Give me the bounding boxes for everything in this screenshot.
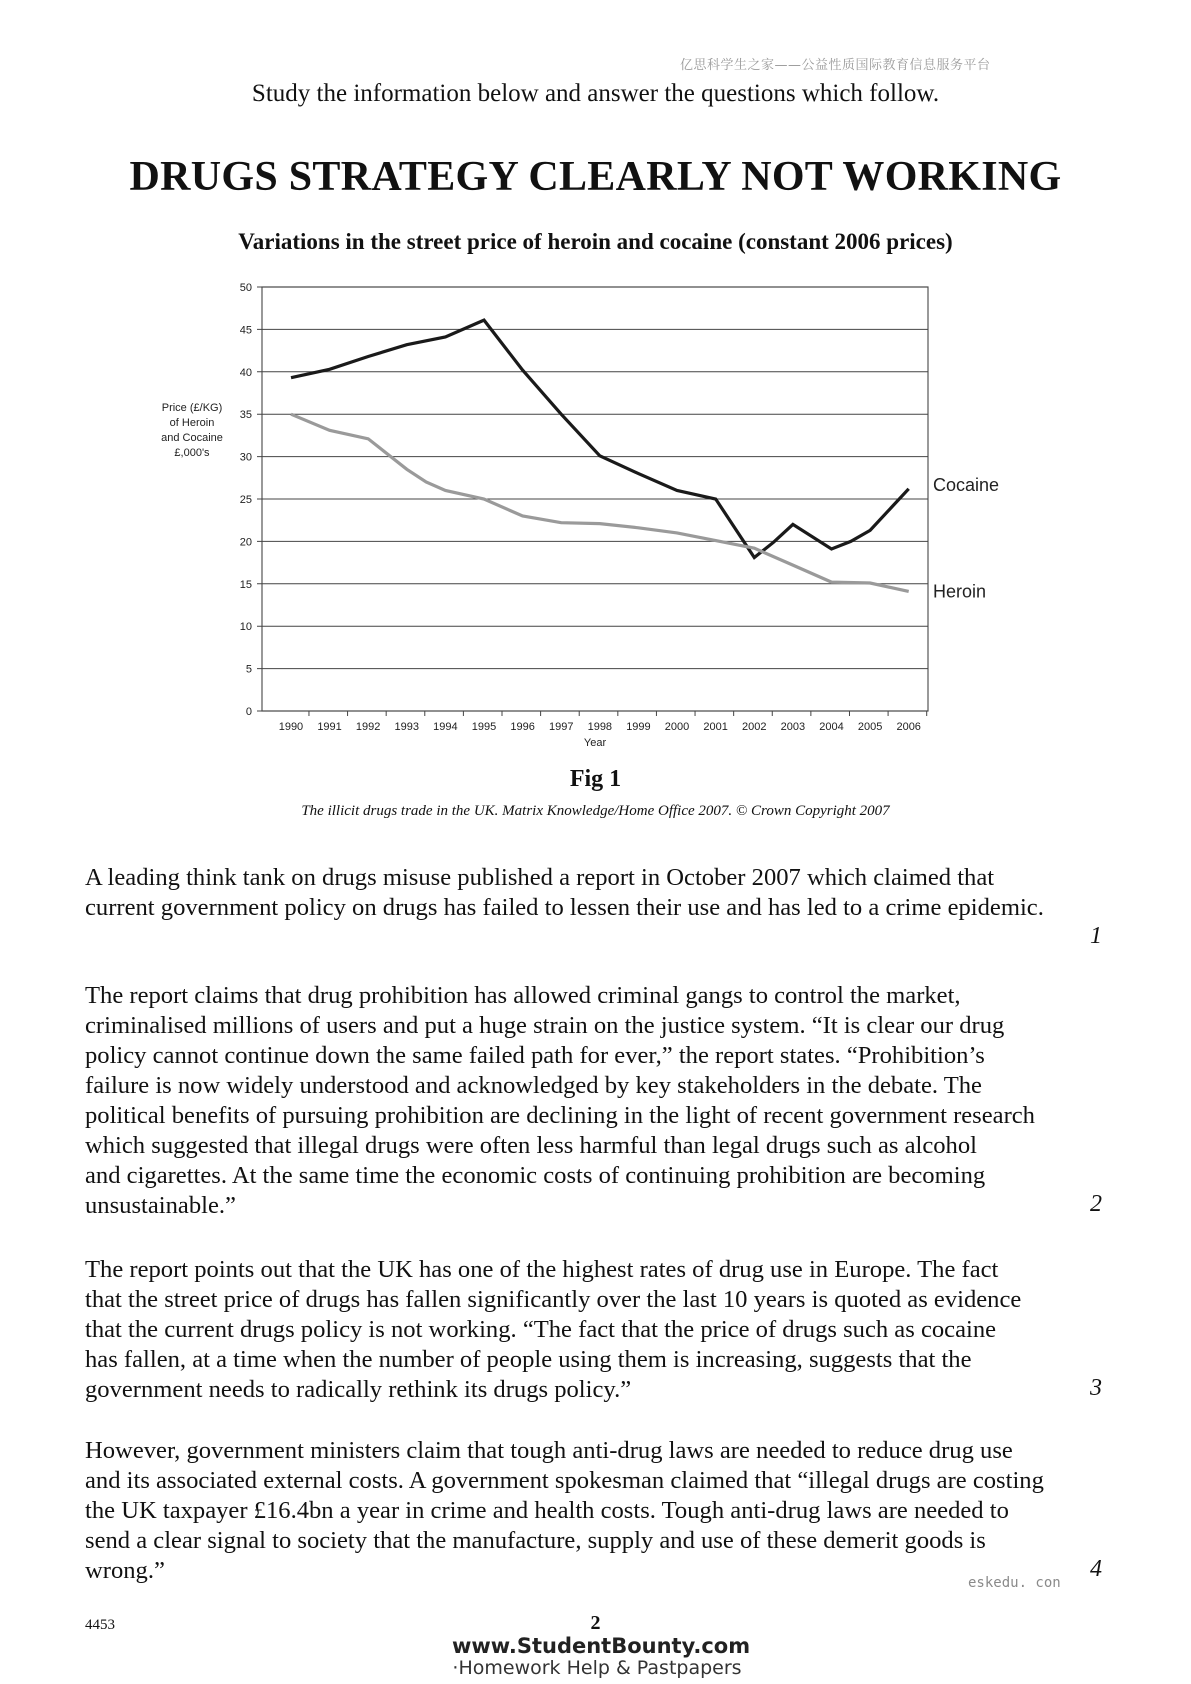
- paragraph-line: government needs to radically rethink its drugs policy.”: [85, 1376, 632, 1403]
- paragraph-number: 2: [1090, 1191, 1102, 1217]
- x-tick-label: 1990: [278, 721, 304, 733]
- paragraph-line: policy cannot continue down the same failed path for ever,” the report states. “Prohibition’s: [85, 1042, 985, 1069]
- paragraph-2: [85, 981, 1105, 1221]
- watermark-text: 亿思科学生之家——公益性质国际教育信息服务平台: [680, 58, 991, 73]
- x-tick-label: 1995: [471, 721, 497, 733]
- paragraph-line: current government policy on drugs has failed to lessen their use and has led to a crime epidemic.: [85, 894, 1044, 921]
- paragraph-line: and cigarettes. At the same time the economic costs of continuing prohibition are becoming: [85, 1162, 986, 1189]
- y-tick-label: 20: [239, 536, 252, 549]
- series-line-cocaine: [291, 320, 909, 557]
- figure-label: Fig 1: [569, 766, 622, 792]
- document-code: 4453: [85, 1617, 115, 1633]
- paragraph-line: and its associated external costs. A government spokesman claimed that “illegal drugs are costing: [85, 1467, 1044, 1494]
- y-tick-label: 15: [239, 578, 252, 591]
- paragraph-number: 1: [1090, 923, 1102, 949]
- intro-instruction: Study the information below and answer the questions which follow.: [251, 80, 940, 107]
- x-axis-label: Year: [583, 737, 607, 749]
- x-tick-label: 2003: [780, 721, 806, 733]
- paragraph-line: However, government ministers claim that tough anti-drug laws are needed to reduce drug use: [85, 1437, 1013, 1464]
- series-label-heroin: Heroin: [933, 581, 987, 602]
- paragraph-line: failure is now widely understood and acknowledged by key stakeholders in the debate. The: [85, 1072, 982, 1099]
- y-tick-label: 5: [245, 663, 252, 676]
- paragraph-number: 4: [1090, 1556, 1102, 1582]
- paragraph-line: that the current drugs policy is not working. “The fact that the price of drugs such as cocaine: [85, 1316, 997, 1343]
- y-tick-label: 0: [245, 706, 252, 718]
- x-tick-label: 1996: [510, 721, 535, 733]
- paragraph-line: wrong.”: [85, 1557, 165, 1584]
- y-tick-label: 25: [239, 494, 252, 506]
- series-label-cocaine: Cocaine: [933, 474, 1000, 495]
- x-tick-label: 1993: [394, 721, 420, 733]
- paragraph-line: political benefits of pursuing prohibition are declining in the light of recent government research: [85, 1102, 1035, 1129]
- paragraph-line: A leading think tank on drugs misuse published a report in October 2007 which claimed that: [85, 864, 995, 891]
- studentbounty-logo: [452, 1634, 751, 1679]
- paragraph-3: [85, 1255, 1105, 1405]
- paragraph-1: [85, 863, 1105, 923]
- x-tick-label: 1999: [626, 721, 651, 733]
- eskedu-watermark: eskedu. con: [968, 1575, 1061, 1591]
- y-tick-label: 50: [239, 282, 252, 294]
- y-axis-label: Price (£/KG): [161, 402, 223, 414]
- y-tick-label: 45: [239, 324, 252, 337]
- page-number: 2: [590, 1612, 601, 1634]
- x-tick-label: 1991: [317, 721, 342, 733]
- x-tick-label: 1994: [433, 721, 458, 733]
- paragraph-number: 3: [1090, 1375, 1102, 1401]
- site-url: www.StudentBounty.com: [452, 1634, 751, 1658]
- paragraph-line: the UK taxpayer £16.4bn a year in crime and health costs. Tough anti-drug laws are needed to: [85, 1497, 1009, 1524]
- y-axis-label: of Heroin: [169, 417, 215, 429]
- paragraph-line: criminalised millions of users and put a huge strain on the justice system. “It is clear our drug: [85, 1012, 1005, 1039]
- y-axis-label: £,000's: [174, 447, 210, 459]
- y-tick-label: 10: [239, 621, 252, 634]
- site-tagline: ·Homework Help & Pastpapers: [452, 1657, 742, 1679]
- chart-title: Variations in the street price of heroin and cocaine (constant 2006 prices): [238, 229, 953, 254]
- paragraph-line: The report points out that the UK has one of the highest rates of drug use in Europe. The fact: [85, 1256, 999, 1283]
- paragraph-line: send a clear signal to society that the manufacture, supply and use of these demerit goods is: [85, 1527, 986, 1554]
- price-line-chart: [150, 270, 1030, 760]
- figure-source: The illicit drugs trade in the UK. Matrix Knowledge/Home Office 2007. © Crown Copyright 2007: [301, 803, 890, 819]
- x-tick-label: 1998: [587, 721, 613, 733]
- x-tick-label: 1997: [548, 721, 574, 733]
- page-headline: DRUGS STRATEGY CLEARLY NOT WORKING: [129, 154, 1062, 200]
- paragraph-4: [85, 1436, 1105, 1586]
- paragraph-line: that the street price of drugs has fallen significantly over the last 10 years is quoted as evidence: [85, 1286, 1022, 1313]
- x-tick-label: 2006: [896, 721, 921, 733]
- paragraph-line: unsustainable.”: [85, 1192, 236, 1219]
- paragraph-line: which suggested that illegal drugs were often less harmful than legal drugs such as alcohol: [85, 1132, 977, 1159]
- y-tick-label: 40: [239, 366, 252, 379]
- y-tick-label: 30: [239, 451, 252, 464]
- x-tick-label: 2002: [742, 721, 767, 733]
- x-tick-label: 2000: [664, 721, 690, 733]
- x-tick-label: 2001: [703, 721, 728, 733]
- paragraph-line: The report claims that drug prohibition has allowed criminal gangs to control the market,: [85, 982, 961, 1009]
- x-tick-label: 2005: [857, 721, 883, 733]
- y-axis-label: and Cocaine: [161, 432, 223, 444]
- paragraph-line: has fallen, at a time when the number of people using them is increasing, suggests that the: [85, 1346, 972, 1373]
- series-line-heroin: [291, 414, 909, 591]
- x-tick-label: 1992: [355, 721, 381, 733]
- x-tick-label: 2004: [819, 721, 844, 733]
- y-tick-label: 35: [239, 409, 252, 422]
